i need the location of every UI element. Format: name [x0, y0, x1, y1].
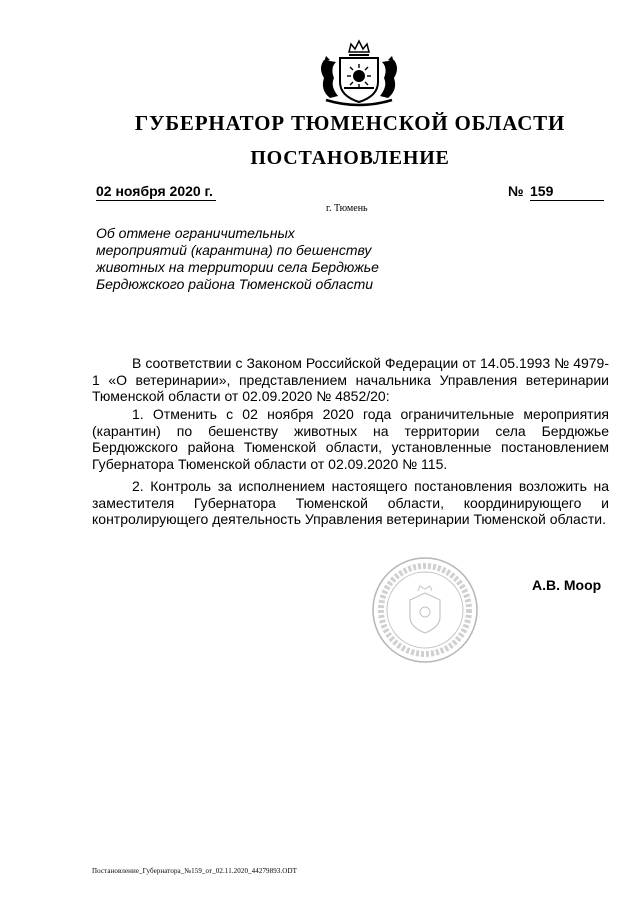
document-number: 159 [530, 183, 604, 201]
body-paragraph-preamble: В соответствии с Законом Российской Федерации от 14.05.1993 № 4979-1 «О ветеринарии», представлением начальника Управления ветеринарии Тюменской области от 02.09.2020 № 4852/20: [92, 355, 609, 404]
document-subject: Об отмене ограничительных мероприятий (карантина) по бешенству животных на территории села Бердюжье Бердюжского района Тюменской области [96, 225, 379, 292]
signatory-name: А.В. Моор [532, 577, 602, 593]
number-label: № [508, 183, 524, 199]
authority-title: ГУБЕРНАТОР ТЮМЕНСКОЙ ОБЛАСТИ [134, 111, 566, 135]
footer-filename: Постановление_Губернатора_№159_от_02.11.2020_44279893.ODT [92, 867, 297, 875]
coat-of-arms-icon [316, 38, 402, 110]
document-city: г. Тюмень [326, 203, 368, 214]
body-paragraph-1: 1. Отменить с 02 ноября 2020 года ограничительные мероприятия (карантин) по бешенству животных на территории села Бердюжье Бердюжского района Тюменской области, установленные постановлением Губернатора Тюменской области от 02.09.2020 № 115. [92, 406, 609, 472]
document-date: 02 ноября 2020 г. [96, 183, 216, 201]
document-type-title: ПОСТАНОВЛЕНИЕ [250, 147, 450, 169]
body-paragraph-2: 2. Контроль за исполнением настоящего постановления возложить на заместителя Губернатора Тюменской области, координирующего и контролирующего деятельность Управления ветеринарии Тюменской области. [92, 478, 609, 527]
official-seal-icon [370, 555, 480, 665]
